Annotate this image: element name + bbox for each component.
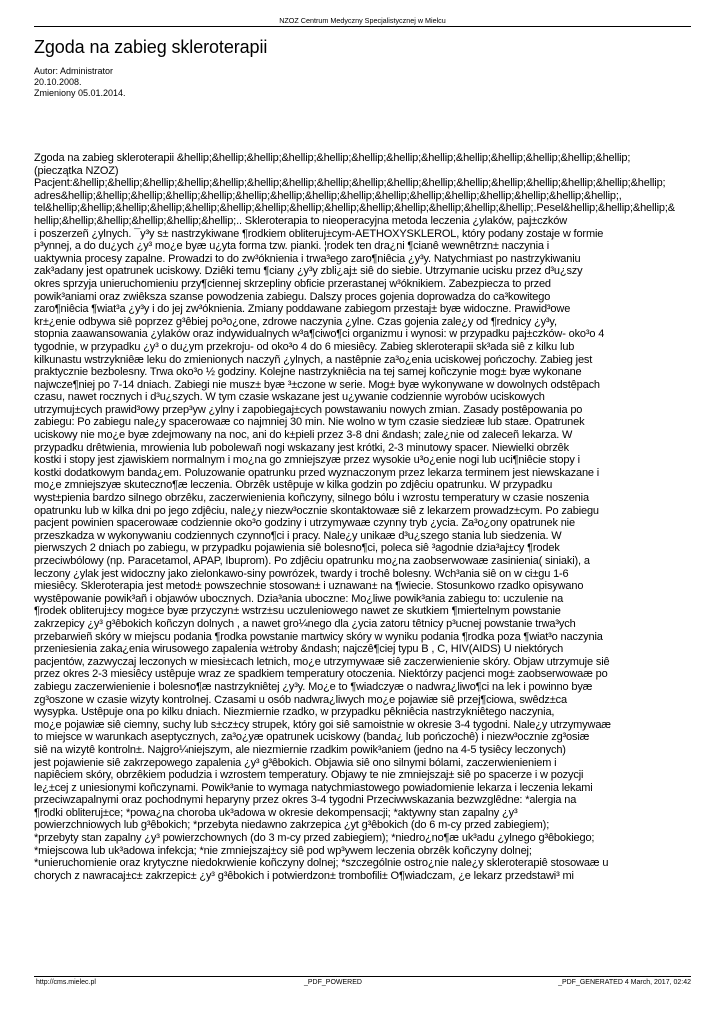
article-body (34, 152, 725, 972)
body-line: wyst±pienia bardzo silnego obrzêku, zaczerwienienia koñczyny, silnego bólu i wzrostu temperatury w czasie noszenia (34, 492, 589, 505)
body-line: adres&hellip;&hellip;&hellip;&hellip;&hellip;&hellip;&hellip;&hellip;&hellip;&hellip;&hellip;&hellip;&hellip;&hellip;&hellip;&hellip;, (34, 189, 622, 202)
body-line: przeniesienia zaka¿enia wirusowego zapalenia w±troby &ndash; najczê¶ciej typu B , C, HIV(AIDS) U niektórych (34, 643, 564, 656)
body-line: pacjentów, zazwyczaj leczonych w miesi±cach letnich, mo¿e utrzymywaæ siê zaczerwienienie skóry. Objaw utrzymuje siê (34, 655, 610, 668)
body-line: to miejsce w warunkach aseptycznych, za³o¿yæ opatrunek uciskowy (banda¿ lub pończochê) i niezw³ocznie zg³osiæ (34, 731, 590, 744)
body-line: napiêciem skóry, obrzêkiem podudzia i wzrostem temperatury. Objawy te nie zmniejszaj± siê po spacerze i w pozycji (34, 769, 584, 782)
body-line: zabiegu zaczerwienienie i bolesno¶æ nastrzykniêtej ¿y³y. Mo¿e to ¶wiadczyæ o nadwra¿liwo¶ci na lek i powinno byæ (34, 680, 593, 693)
body-line: *przebyty stan zapalny ¿y³ powierzchownych (do 3 m-cy przed zabiegiem); *niedro¿no¶æ uk³adu ¿ylnego g³êbokiego; (34, 832, 595, 845)
body-line: przez okres 2-3 miesiêcy ustêpuje wraz ze spadkiem temperatury otoczenia. Niektórzy pacjenci mog± zaobserwowaæ po (34, 668, 608, 681)
body-line: przeciwzapalnymi oraz pochodnymi heparyny przez okres 3-4 tygodni Przeciwwskazania bezwzglêdne: *alergia na (34, 794, 577, 807)
body-line: zabiegu: Po zabiegu nale¿y spacerowaæ co najmniej 30 min. Nie wolno w tym czasie siedzieæ lub staæ. Opatrunek (34, 416, 585, 429)
body-line: powierzchniowych lub g³êbokich; *przebyta niedawno zakrzepica ¿yt g³êbokich (do 6 m-cy przed zabiegiem); (34, 819, 550, 832)
body-line: kr±¿enie odbywa siê poprzez g³êbiej po³o¿one, zdrowe naczynia ¿ylne. Czas gojenia zale¿y od ¶rednicy ¿y³y, (34, 315, 557, 328)
body-line: tygodnie, w przypadku ¿y³ o du¿ym przekroju- od oko³o 4 do 6 miesiêcy. Zabieg skleroterapii sk³ada siê z kilku lub (34, 340, 575, 353)
body-line: praktycznie bezbolesny. Trwa oko³o ½ godziny. Kolejne nastrzykniêcia na tej samej koñczynie mog± byæ wykonane (34, 366, 582, 379)
body-line: i poszerzeñ ¿ylnych. ¯y³y s± nastrzykiwane ¶rodkiem obliteruj±cym-AETHOXYSKLEROL, który podany zostaje w formie (34, 227, 604, 240)
author-line: Autor: Administrator (34, 66, 114, 76)
footer-divider (34, 976, 691, 977)
body-line: zg³oszone w czasie wizyty kontrolnej. Czasami u osób nadwra¿liwych mo¿e pojawiæ siê przej¶ciowa, swêdz±ca (34, 693, 567, 706)
body-line: chorych z nawracaj±c± zakrzepic± ¿y³ g³êbokich i potwierdzon± trombofili± O¶wiadczam, ¿e lekarz przedstawi³ mi (34, 869, 574, 882)
body-line: zak³adany jest opatrunek uciskowy. Dziêki temu ¶ciany ¿y³y zbli¿aj± siê do siebie. Utrzymanie ucisku przez d³u¿szy (34, 265, 583, 278)
footer-generated: _PDF_GENERATED 4 March, 2017, 02:42 (558, 979, 691, 986)
body-line: *miejscowa lub uk³adowa infekcja; *nie zmniejszaj±cy siê pod wp³ywem leczenia obrzêk koñczyny dolnej; (34, 844, 532, 857)
date-line: 20.10.2008. (34, 77, 82, 87)
article-meta (34, 66, 126, 99)
header-divider (34, 26, 691, 27)
body-line: (pieczątka NZOZ) (34, 164, 119, 177)
body-line: stopnia zaawansowania ¿ylaków oraz indywidualnych w³a¶ciwo¶ci organizmu i wynosi: w przypadku paj±czków- oko³o 4 (34, 328, 605, 341)
footer-powered: _PDF_POWERED (304, 979, 362, 986)
body-line: pacjent powinien spacerowaæ codziennie oko³o godziny i utrzymywaæ czynny tryb ¿ycia. Za³o¿ony opatrunek nie (34, 517, 575, 530)
modified-line: Zmieniony 05.01.2014. (34, 88, 126, 98)
body-line: mo¿e zmniejszyæ skuteczno¶æ leczenia. Obrzêk ustêpuje w kilka godzin po zdjêciu opatrunku. W przypadku (34, 479, 553, 492)
body-line: przeszkadza w wykonywaniu codziennych czynno¶ci i pracy. Nale¿y unikaæ d³u¿szego stania lub siedzenia. W (34, 529, 562, 542)
body-line: zakrzepicy ¿y³ g³êbokich koñczyn dolnych , a nawet gro¼nego dla ¿ycia zatoru têtnicy p³ucnej powstanie trwa³ych (34, 617, 576, 630)
body-line: hellip;&hellip;&hellip;&hellip;&hellip;&hellip;.. Skleroterapia to nieoperacyjna metoda leczenia ¿ylaków, paj±czków (34, 214, 567, 227)
body-line: leczony ¿ylak jest widoczny jako zielonkawo-siny powrózek, twardy i trochê bolesny. Wch³ania siê on w ci±gu 1-6 (34, 567, 569, 580)
body-line: opatrunku lub w kilka dni po jego zdjêciu, nale¿y niezw³ocznie skontaktowaæ siê z lekarzem prowadz±cym. Po zabiegu (34, 504, 599, 517)
page-header: NZOZ Centrum Medyczny Specjalistycznej w Mielcu (279, 16, 446, 25)
body-line: Pacjent:&hellip;&hellip;&hellip;&hellip;&hellip;&hellip;&hellip;&hellip;&hellip;&hellip;&hellip;&hellip;&hellip;&hellip;&hellip;&hellip;&hellip; (34, 177, 666, 190)
footer-url: http://cms.mielec.pl (36, 979, 96, 986)
body-line: powik³aniami oraz zwiêksza szanse powodzenia zabiegu. Dalszy proces gojenia doprowadza do ca³kowitego (34, 290, 551, 303)
body-line: zaro¶niêcia ¶wiat³a ¿y³y i do jej zw³óknienia. Zmiany poddawane zabiegom przestaj± byæ widoczne. Prawid³owe (34, 303, 571, 316)
body-line: kilkunastu wstrzykniêæ leku do zmienionych naczyñ ¿ylnych, a nastêpnie za³o¿enia uciskowej pończochy. Zabieg jest (34, 353, 593, 366)
body-line: le¿±cej z uniesionymi koñczynami. Powik³anie to wymaga natychmiastowego powiadomienie lekarza i leczenia lekami (34, 781, 593, 794)
document-title: Zgoda na zabieg skleroterapii (34, 37, 268, 57)
body-line: mo¿e pojawiæ siê ciemny, suchy lub s±cz±cy strupek, który goi siê samoistnie w okresie 3-4 tygodni. Nale¿y utrzymywaæ (34, 718, 611, 731)
body-line: uaktywnia procesy zapalne. Prowadzi to do zw³óknienia i trwa³ego zaro¶niêcia ¿y³y. Natychmiast po nastrzykiwaniu (34, 252, 581, 265)
page-footer (34, 978, 691, 988)
body-line: kostki i stopy jest zjawiskiem normalnym i mo¿na go zmniejszyæ przez wysokie u³o¿enie nogi lub uci¶niêcie stopy i (34, 454, 580, 467)
body-line: tel&hellip;&hellip;&hellip;&hellip;&hellip;&hellip;&hellip;&hellip;&hellip;&hellip;&hellip;&hellip;&hellip;&hellip;.Pesel&hellip;&hellip;&hellip;& (34, 202, 675, 215)
body-line: przypadku drêtwienia, mrowienia lub pobolewañ nogi wskazany jest krótki, 2-3 minutowy spacer. Niewielki obrzêk (34, 441, 569, 454)
body-line: siê na wizytê kontroln±. Najgro¼niejszym, ale niezmiernie rzadkim powik³aniem (jedno na 4-5 tysiêcy leczonych) (34, 743, 566, 756)
body-line: jest pojawienie siê zakrzepowego zapalenia ¿y³ g³êbokich. Objawia siê ono silnymi bólami, zaczerwienieniem i (34, 756, 557, 769)
body-line: wysypka. Ustêpuje ona po kilku dniach. Niezmiernie rzadko, w przypadku pêkniêcia nastrzykniêtego naczynia, (34, 706, 555, 719)
body-line: *unieruchomienie oraz krytyczne niedokrwienie koñczyny dolnej; *szczególnie ostro¿nie nale¿y skleroterapiê stosowaæ u (34, 857, 609, 870)
body-line: kostki dodatkowym banda¿em. Poluzowanie opatrunku przed wyznaczonym przez lekarza terminem jest niewskazane i (34, 466, 600, 479)
body-line: najwcze¶niej po 7-14 dniach. Zabiegi nie musz± byæ ³±czone w serie. Mog± byæ wykonywane w dowolnych odstêpach (34, 378, 600, 391)
body-line: miesiêcy. Skleroterapia jest metod± powszechnie stosowan± i uznawan± na ¶wiecie. Stosunkowo rzadko opisywano (34, 580, 584, 593)
body-line: ¶rodki obliteruj±ce; *powa¿na choroba uk³adowa w okresie dekompensacji; *aktywny stan zapalny ¿y³ (34, 806, 518, 819)
body-line: pierwszych 2 dniach po zabiegu, w przypadku pojawienia siê bolesno¶ci, poleca siê ³agodnie dzia³aj±cy ¶rodek (34, 542, 560, 555)
body-line: p³ynnej, a do du¿ych ¿y³ mo¿e byæ u¿yta forma tzw. pianki. ¦rodek ten dra¿ni ¶cianê wewnêtrzn± naczynia i (34, 240, 550, 253)
body-line: przebarwieñ skóry w miejscu podania ¶rodka powstanie martwicy skóry w wyniku podania ¶rodka poza ¶wiat³o naczynia (34, 630, 603, 643)
body-line: wystêpowanie powik³añ i objawów ubocznych. Dzia³ania uboczne: Mo¿liwe powik³ania zabiegu to: uczulenie na (34, 592, 564, 605)
body-line: ¶rodek obliteruj±cy mog±ce byæ przyczyn± wstrz±su uczuleniowego nawet ze skutkiem ¶miertelnym powstanie (34, 605, 561, 618)
body-line: uciskowy nie mo¿e byæ zdejmowany na noc, ani do k±pieli przez 3-8 dni &ndash; zale¿nie od zaleceñ lekarza. W (34, 429, 573, 442)
body-line: Zgoda na zabieg skleroterapii &hellip;&hellip;&hellip;&hellip;&hellip;&hellip;&hellip;&hellip;&hellip;&hellip;&hellip;&hellip;&hellip; (34, 152, 631, 164)
body-line: przeciwbólowy (np. Paracetamol, APAP, Ibuprom). Po zdjêciu opatrunku mo¿na zaobserwowaæ zasinienia( siniaki), a (34, 555, 590, 567)
body-line: czasu, nawet rocznych i d³u¿szych. W tym czasie wskazane jest u¿ywanie codziennie wyrobów uciskowych (34, 391, 545, 404)
body-line: utrzymuj±cych prawid³owy przep³yw ¿ylny i zapobiegaj±cych powstawaniu nowych zmian. Zasady postêpowania po (34, 403, 583, 416)
body-line: okres sprzyja unieruchomieniu przy¶ciennej skrzepliny obficie przerastanej w³óknikiem. Zabezpiecza to przed (34, 277, 551, 290)
